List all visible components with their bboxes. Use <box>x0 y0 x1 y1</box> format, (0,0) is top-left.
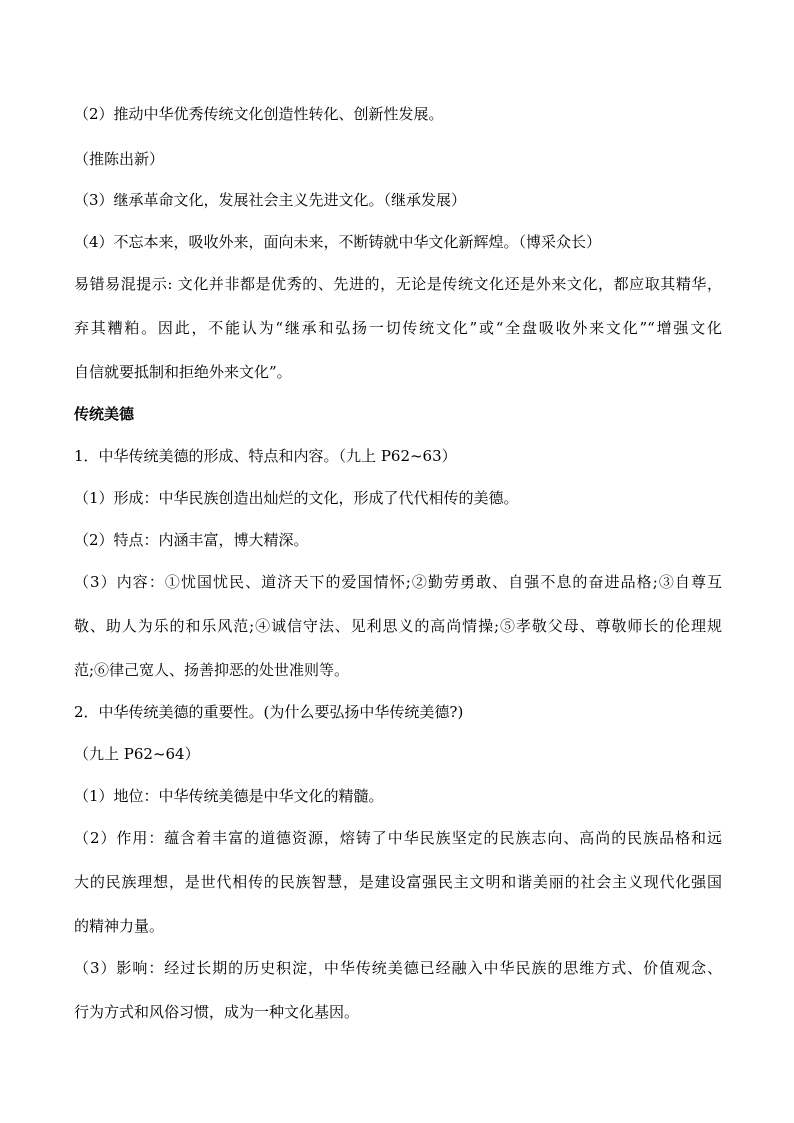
paragraph-line: 自信就要抵制和拒绝外来文化”。 <box>74 363 292 381</box>
paragraph-line: （4）不忘本来，吸收外来，面向未来，不断铸就中华文化新辉煌。（博采众长） <box>74 233 602 251</box>
paragraph-line: 2．中华传统美德的重要性。(为什么要弘扬中华传统美德?) <box>74 703 464 721</box>
paragraph-line: （2）作用：蕴含着丰富的道德资源，熔铸了中华民族坚定的民族志向、高尚的民族品格和远 <box>74 829 722 847</box>
paragraph-line: （1）地位：中华传统美德是中华文化的精髓。 <box>74 787 384 805</box>
paragraph-line: 的精神力量。 <box>74 917 165 935</box>
paragraph-line: （3）影响：经过长期的历史积淀，中华传统美德已经融入中华民族的思维方式、价值观念、 <box>74 959 722 977</box>
paragraph-line: （2）特点：内涵丰富，博大精深。 <box>74 531 309 549</box>
paragraph-line: （推陈出新） <box>74 150 165 168</box>
paragraph-line: 大的民族理想，是世代相传的民族智慧，是建设富强民主文明和谐美丽的社会主义现代化强国 <box>74 873 722 891</box>
paragraph-line: 范;⑥律己宽人、扬善抑恶的处世准则等。 <box>74 661 350 679</box>
paragraph-line: （3）内容：①忧国忧民、道济天下的爱国情怀;②勤劳勇敢、自强不息的奋进品格;③自尊互 <box>74 573 722 591</box>
section-heading: 传统美德 <box>74 405 135 423</box>
paragraph-line: 敬、助人为乐的和乐风范;④诚信守法、见利思义的高尚情操;⑤孝敬父母、尊敬师长的伦理规 <box>74 617 722 635</box>
paragraph-line: （2）推动中华优秀传统文化创造性转化、创新性发展。 <box>74 105 444 123</box>
paragraph-line: 易错易混提示: 文化并非都是优秀的、先进的，无论是传统文化还是外来文化，都应取其精华， <box>74 275 722 293</box>
paragraph-line: （3）继承革命文化，发展社会主义先进文化。（继承发展） <box>74 191 467 209</box>
paragraph-line: （1）形成：中华民族创造出灿烂的文化，形成了代代相传的美德。 <box>74 489 519 507</box>
paragraph-line: 弃其糟粕。因此，不能认为“继承和弘扬一切传统文化”或“全盘吸收外来文化”“增强文化 <box>74 319 722 337</box>
paragraph-line: （九上 P62~64） <box>74 745 200 763</box>
paragraph-line: 1．中华传统美德的形成、特点和内容。（九上 P62~63） <box>74 447 457 465</box>
paragraph-line: 行为方式和风俗习惯，成为一种文化基因。 <box>74 1003 360 1021</box>
